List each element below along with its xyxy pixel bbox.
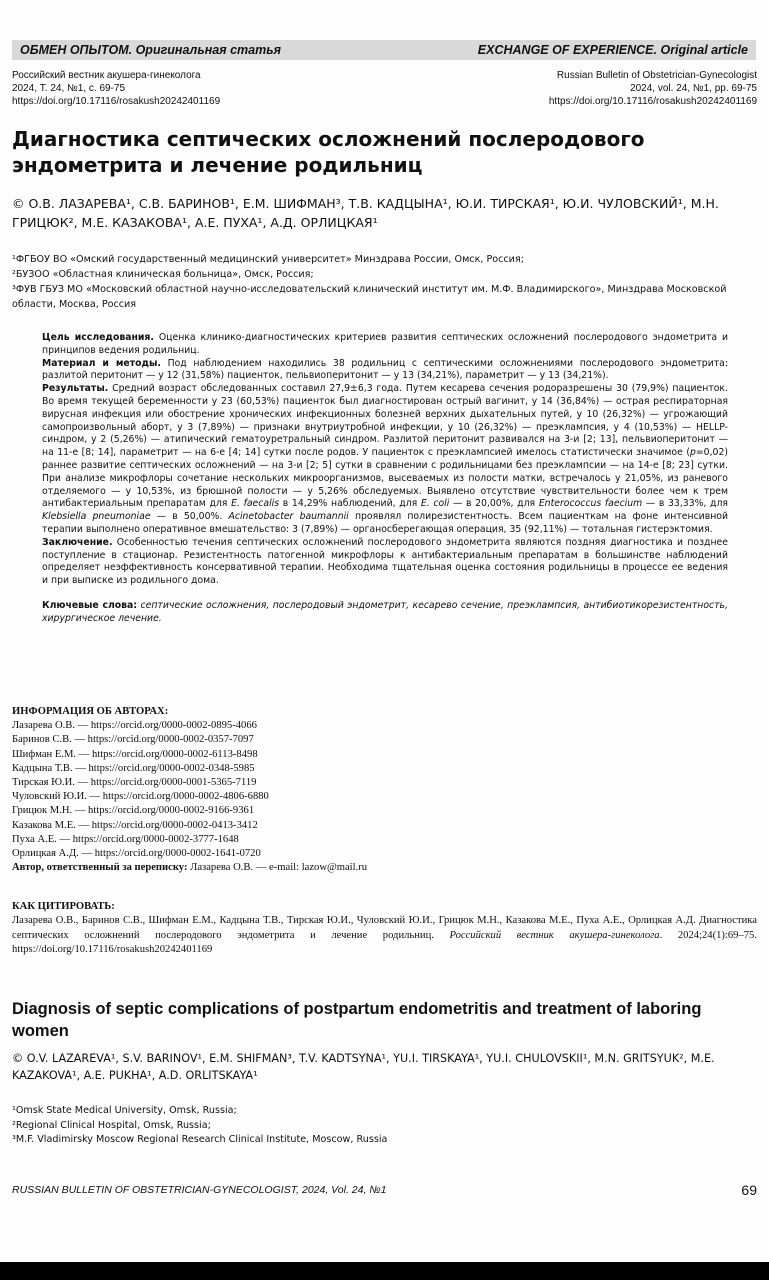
species-name: E. faecalis: [231, 498, 280, 510]
species-name: Acinetobacter baumannii: [228, 511, 349, 523]
aim-label: Цель исследования.: [42, 332, 154, 343]
species-name: Klebsiella pneumoniae: [42, 511, 151, 523]
authors-info-heading: ИНФОРМАЦИЯ ОБ АВТОРАХ:: [12, 706, 169, 717]
citation-journal: Российский вестник акушера-гинеколога: [449, 929, 660, 941]
orcid-item[interactable]: Пуха А.Е. — https://orcid.org/0000-0002-3777-1648: [12, 833, 239, 845]
orcid-item[interactable]: Орлицкая А.Д. — https://orcid.org/0000-0002-1641-0720: [12, 848, 261, 860]
affiliation-item: ³ФУВ ГБУЗ МО «Московский областной научно-исследовательский клинический институт им. М.Ф. Владимирского», Минздрава Московской области, Москва, Россия: [12, 284, 727, 310]
journal-name-ru: Российский вестник акушера-гинеколога: [12, 70, 201, 81]
issue-en: 2024, vol. 24, №1, pp. 69-75: [630, 83, 757, 94]
issue-ru: 2024, Т. 24, №1, с. 69-75: [12, 83, 126, 94]
results-text: — в 50,00%.: [150, 511, 229, 523]
authors-ru: © О.В. ЛАЗАРЕВА¹, С.В. БАРИНОВ¹, Е.М. ШИФМАН³, Т.В. КАДЦЫНА¹, Ю.И. ТИРСКАЯ¹, Ю.И. ЧУЛОВСКИЙ¹, М.Н. ГРИЦЮК², М.Е. КАЗАКОВА¹, А.Е. ПУХА¹, А.Д. ОРЛИЦКАЯ¹: [12, 196, 719, 230]
affiliation-item: ¹ФГБОУ ВО «Омский государственный медицинский университет» Минздрава России, Омск, Россия;: [12, 254, 524, 265]
citation-text: [12, 914, 757, 957]
corresponding-label: Автор, ответственный за переписку:: [12, 862, 188, 874]
corresponding-author: [12, 861, 757, 875]
orcid-item[interactable]: Казакова М.Е. — https://orcid.org/0000-0002-0413-3412: [12, 819, 258, 831]
results-text: — в 20,00%, для: [449, 498, 539, 510]
orcid-item[interactable]: Тирская Ю.И. — https://orcid.org/0000-0001-5365-7119: [12, 777, 257, 789]
orcid-item[interactable]: Шифман Е.М. — https://orcid.org/0000-0002-6113-8498: [12, 748, 258, 760]
footer-journal: RUSSIAN BULLETIN OF OBSTETRICIAN-GYNECOLOGIST, 2024, Vol. 24, №1: [12, 1184, 387, 1196]
citation-heading: КАК ЦИТИРОВАТЬ:: [12, 901, 115, 912]
results-text: проявлял полирезистентность. Всем пациенткам на фоне интенсивной терапии выполнено оперативное вмешательство: 3 (7,89%) — органосберегающая операция, 35 (92,11%) — тотальная гистерэктомия.: [42, 511, 729, 535]
orcid-item[interactable]: Лазарева О.В. — https://orcid.org/0000-0002-0895-4066: [12, 720, 257, 732]
how-to-cite: [12, 900, 757, 958]
results-text: =0,02) раннее развитие септических осложнений — на 3-и [2; 5] сутки в сравнении с родильницами без преэклампсии — на 14-е [8; 23] сутки. При анализе микрофлоры сочетание нескольких микроорганизмов, высеваемых из полости матки, встречалось у 21,05%, из раневого отделяемого — у 10,53%, из брюшной полости — у 5,26% обследуемых. Выявлено отсутствие чувствительности более чем к трем антибактериальным препаратам для: [42, 447, 728, 510]
conclusion-label: Заключение.: [42, 536, 113, 548]
doi-link-ru[interactable]: https://doi.org/10.17116/rosakush20242401169: [12, 96, 221, 107]
affiliations-ru: [12, 252, 757, 312]
orcid-item[interactable]: Чуловский Ю.И. — https://orcid.org/0000-0002-4806-6880: [12, 791, 269, 803]
article-title-en: Diagnosis of septic complications of postpartum endometritis and treatment of laboring women: [12, 1000, 702, 1040]
citation-tail: . 2024;24(1):69–75. https://doi.org/10.17116/rosakush20242401169: [12, 929, 757, 956]
citation-authors-title: Лазарева О.В., Баринов С.В., Шифман Е.М., Кадцына Т.В., Тирская Ю.И., Чуловский Ю.И., Грицюк М.Н., Казакова М.Е., Пуха А.Е., Орлицкая А.Д. Диагностика септических осложнений послеродового эндометрита и лечение родильниц.: [12, 915, 757, 941]
article-title-ru: Диагностика септических осложнений послеродового эндометрита и лечение родильниц: [12, 127, 645, 177]
methods-label: Материал и методы.: [42, 357, 161, 369]
keywords-text: септические осложнения, послеродовый эндометрит, кесарево сечение, преэклампсия, антибиотикорезистентность, хирургическое лечение.: [42, 599, 728, 624]
aim-text: Оценка клинико-диагностических критериев развития септических осложнений послеродового эндометрита и принципов ведения родильниц.: [42, 332, 729, 356]
section-header-bar: [12, 40, 756, 60]
abstract-results: [42, 383, 728, 537]
orcid-item[interactable]: Кадцына Т.В. — https://orcid.org/0000-0002-0348-5985: [12, 762, 255, 774]
abstract: [42, 332, 728, 626]
keywords-label: Ключевые слова:: [42, 599, 138, 611]
abstract-conclusion: [42, 537, 728, 588]
results-text: в 14,29% наблюдений, для: [279, 498, 421, 510]
affiliation-item: ²Regional Clinical Hospital, Omsk, Russia;: [12, 1119, 211, 1131]
corresponding-contact[interactable]: Лазарева О.В. — e-mail: lazow@mail.ru: [187, 862, 368, 874]
page-number: 69: [741, 1182, 757, 1198]
results-text: — в 33,33%, для: [642, 498, 729, 510]
affiliation-item: ²БУЗОО «Областная клиническая больница», Омск, Россия;: [12, 269, 314, 280]
affiliation-item: ¹Omsk State Medical University, Omsk, Russia;: [12, 1105, 237, 1116]
orcid-item[interactable]: Баринов С.В. — https://orcid.org/0000-0002-0357-7097: [12, 734, 254, 746]
results-label: Результаты.: [42, 383, 109, 395]
doi-link-en[interactable]: https://doi.org/10.17116/rosakush20242401169: [548, 96, 757, 107]
section-header-ru: ОБМЕН ОПЫТОМ. Оригинальная статья: [20, 43, 281, 57]
p-symbol: p: [689, 447, 696, 459]
authors-en: © O.V. LAZAREVA¹, S.V. BARINOV¹, E.M. SHIFMAN³, T.V. KADTSYNA¹, YU.I. TIRSKAYA¹, YU.I. CHULOVSKII¹, M.N. GRITSYUK², M.E. KAZAKOVA¹, A.E. PUKHA¹, A.D. ORLITSKAYA¹: [12, 1052, 715, 1082]
conclusion-text: Особенностью течения септических осложнений послеродового эндометрита являются поздняя диагностика и позднее поступление в стационар. Резистентность патогенной микрофлоры к антибактериальным препаратам в большинстве наблюдений определяет неэффективность консервативной терапии. Необходима тщательная оценка состояния родильницы в процессе ее ведения и при выписке из родильного дома.: [42, 536, 728, 587]
authors-info: [12, 705, 757, 875]
affiliations-en: [12, 1104, 757, 1148]
species-name: Enterococcus faecium: [538, 498, 643, 510]
keywords: [42, 600, 728, 626]
abstract-methods: [42, 358, 728, 384]
orcid-item[interactable]: Грицюк М.Н. — https://orcid.org/0000-0002-9166-9361: [12, 805, 255, 817]
species-name: E. coli: [420, 498, 450, 510]
section-header-en: EXCHANGE OF EXPERIENCE. Original article: [477, 43, 748, 57]
abstract-aim: [42, 332, 728, 358]
bibliographic-en: [549, 69, 757, 108]
methods-text: Под наблюдением находились 38 родильниц с септическими осложнениями послеродового эндометрита: разлитой перитонит — у 12 (31,58%) пациенток, пельвиоперитонит — у 13 (34,21%), параметрит — у 13 (34,21%).: [42, 357, 728, 382]
results-text: Средний возраст обследованных составил 27,9±6,3 года. Путем кесарева сечения родоразрешены 30 (79,9%) пациенток. Во время текущей беременности у 23 (60,53%) пациенток был диагностирован острый вагинит, у 14 (36,84%) — острая респираторная вирусная инфекция или обострение хронических инфекционных болезней верхних дыхательных путей, у 10 (26,32%) — угрожающий самопроизвольный аборт, у 3 (7,89%) — признаки внутриутробной инфекции, у 10 (26,32%) — преэклампсия, у 4 (10,53%) — HELLP-синдром, у 2 (5,26%) — атипический гематоуретральный синдром. Разлитой перитонит развивался на 3-и [2; 13], пельвиоперитонит — на 11-е [8; 14], параметрит — на 6-е [4; 14] сутки после родов. У пациенток с преэклампсией имелось статистически значимое (: [42, 383, 728, 459]
bibliographic-ru: [12, 69, 220, 108]
affiliation-item: ³M.F. Vladimirsky Moscow Regional Research Clinical Institute, Moscow, Russia: [12, 1134, 388, 1145]
journal-name-en: Russian Bulletin of Obstetrician-Gynecologist: [556, 70, 757, 81]
